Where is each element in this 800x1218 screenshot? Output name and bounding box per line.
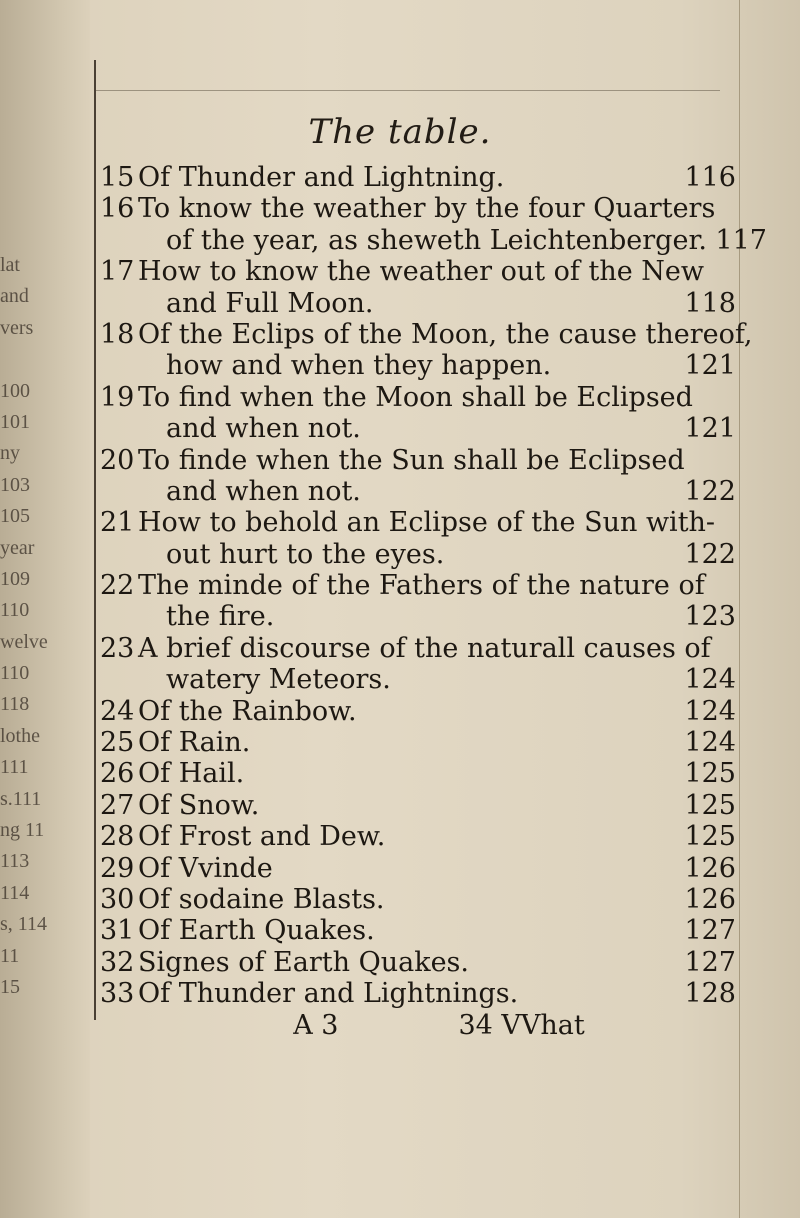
- entry-number: 17: [100, 256, 135, 288]
- bleed-fragment: 15: [0, 975, 20, 998]
- bleed-fragment: ny: [0, 442, 20, 465]
- toc-line: [100, 790, 740, 821]
- toc-line: [100, 193, 740, 224]
- entry-title: and when not.: [166, 413, 361, 445]
- page-number: 124: [684, 664, 736, 696]
- toc-line: [100, 947, 740, 978]
- entry-title: Of Rain.: [138, 727, 251, 759]
- entry-title: The minde of the Fathers of the nature of: [138, 570, 705, 602]
- entry-title: To finde when the Sun shall be Eclipsed: [138, 444, 685, 476]
- entry-title: Of sodaine Blasts.: [138, 883, 385, 915]
- entry-number: 18: [100, 318, 135, 350]
- toc-line: [100, 350, 740, 381]
- bleed-fragment: 110: [0, 599, 30, 622]
- catchword: 34 VVhat: [458, 1009, 585, 1041]
- toc-line: [100, 224, 767, 256]
- entry-title: Of Thunder and Lightning.: [138, 162, 505, 193]
- entry-title: Of the Rainbow.: [138, 695, 357, 727]
- bleed-fragment: year: [0, 536, 35, 559]
- page-number: 126: [684, 883, 736, 915]
- entry-title: Of Vvinde: [138, 852, 273, 884]
- toc-line: [100, 884, 740, 915]
- entry-number: 27: [100, 789, 135, 821]
- toc-line: [100, 978, 740, 1009]
- entry-title: How to know the weather out of the New: [138, 256, 704, 288]
- top-rule: [96, 90, 720, 91]
- entry-number: 16: [100, 193, 135, 225]
- page-heading: The table.: [308, 112, 492, 152]
- page-number: 125: [684, 758, 736, 790]
- page-number: 118: [684, 287, 736, 319]
- bleed-fragment: ng 11: [0, 819, 45, 842]
- bleed-fragment: welve: [0, 630, 48, 653]
- toc-line: [100, 382, 740, 413]
- entry-title: Of Earth Quakes.: [138, 915, 375, 947]
- entry-title: Of Frost and Dew.: [138, 821, 386, 853]
- entry-number: 21: [100, 507, 135, 539]
- toc-line: [100, 821, 740, 852]
- bleed-fragment: and: [0, 285, 29, 308]
- toc-line: [100, 696, 740, 727]
- entry-number: 20: [100, 444, 135, 476]
- entry-title: how and when they happen.: [166, 350, 552, 382]
- bleed-fragment: 110: [0, 662, 30, 685]
- entry-number: 19: [100, 381, 135, 413]
- entry-title: Of Thunder and Lightnings.: [138, 978, 519, 1010]
- page-number: 126: [684, 852, 736, 884]
- entry-title: and Full Moon.: [166, 287, 374, 319]
- entry-title: Of Hail.: [138, 758, 245, 790]
- bleed-fragment: vers: [0, 316, 34, 339]
- page-number: 125: [684, 789, 736, 821]
- page-number: 125: [684, 821, 736, 853]
- entry-title: How to behold an Eclipse of the Sun with-: [138, 507, 716, 539]
- bleed-fragment: 105: [0, 505, 30, 528]
- page-number: 122: [684, 475, 736, 507]
- page-number: 128: [684, 978, 736, 1010]
- bleed-fragment: 103: [0, 473, 30, 496]
- bleed-fragment: [0, 344, 60, 375]
- page-footer: [100, 1010, 740, 1041]
- signature-mark: A 3: [293, 1009, 339, 1041]
- entry-number: 29: [100, 852, 135, 884]
- bleed-fragment: lat: [0, 254, 20, 276]
- footer-content: [138, 1010, 740, 1041]
- entry-title: Signes of Earth Quakes.: [138, 946, 469, 978]
- bleed-fragment: lothe: [0, 724, 40, 747]
- toc-line: [100, 633, 740, 664]
- toc-line: [100, 162, 740, 193]
- entry-title: Of Snow.: [138, 789, 260, 821]
- entry-title: of the year, as sheweth Leichtenberger.: [166, 224, 707, 256]
- bleed-fragment: 101: [0, 410, 30, 433]
- bleed-fragment: 114: [0, 881, 30, 904]
- toc-line: [100, 758, 740, 789]
- bleed-fragment: 111: [0, 756, 29, 779]
- toc-line: [100, 476, 740, 507]
- page-number: 122: [684, 538, 736, 570]
- entry-number: 23: [100, 632, 135, 664]
- toc-line: [100, 915, 740, 946]
- entry-title: To know the weather by the four Quarters: [138, 193, 716, 225]
- page-number: 127: [684, 915, 736, 947]
- bleed-fragment: 113: [0, 850, 30, 873]
- entry-number: 26: [100, 758, 135, 790]
- entry-title: To find when the Moon shall be Eclipsed: [138, 381, 693, 413]
- toc-line: [100, 539, 740, 570]
- page-number: 121: [684, 350, 736, 382]
- toc-line: [100, 853, 740, 884]
- entry-title: and when not.: [166, 475, 361, 507]
- entry-number: 30: [100, 883, 135, 915]
- entry-number: 24: [100, 695, 135, 727]
- entry-number: 32: [100, 946, 135, 978]
- page-number: 127: [684, 946, 736, 978]
- entry-number: 22: [100, 570, 135, 602]
- facing-page-bleed: [0, 250, 60, 1003]
- entry-number: 15: [100, 162, 135, 193]
- page-number: 123: [684, 601, 736, 633]
- entry-number: 31: [100, 915, 135, 947]
- toc-line: [100, 570, 740, 601]
- toc-line: [100, 727, 740, 758]
- bleed-fragment: 100: [0, 379, 30, 402]
- toc-line: [100, 601, 740, 632]
- toc-line: [100, 664, 740, 695]
- bleed-fragment: s.111: [0, 787, 42, 810]
- toc-line: [100, 256, 740, 287]
- left-margin-rule: [94, 60, 96, 1020]
- page-number: 116: [684, 162, 736, 193]
- page-number: 124: [684, 695, 736, 727]
- toc-line: [100, 318, 753, 350]
- bleed-fragment: 109: [0, 567, 30, 590]
- entry-number: 25: [100, 727, 135, 759]
- entry-title: out hurt to the eyes.: [166, 538, 445, 570]
- table-of-contents: [100, 162, 767, 1041]
- toc-line: [100, 445, 740, 476]
- entry-number: 28: [100, 821, 135, 853]
- toc-line: [100, 413, 740, 444]
- entry-title: A brief discourse of the naturall causes of: [138, 632, 711, 664]
- toc-line: [100, 288, 740, 319]
- page-number: 121: [684, 413, 736, 445]
- toc-line: [100, 507, 740, 538]
- entry-title: watery Meteors.: [166, 664, 391, 696]
- bleed-fragment: 118: [0, 693, 30, 716]
- bleed-fragment: s, 114: [0, 913, 48, 936]
- entry-title: Of the Eclips of the Moon, the cause thereof,: [138, 318, 753, 350]
- page-number: 117: [715, 224, 767, 256]
- entry-title: the fire.: [166, 601, 275, 633]
- entry-number: 33: [100, 978, 135, 1010]
- page-number: 124: [684, 727, 736, 759]
- bleed-fragment: 11: [0, 944, 20, 967]
